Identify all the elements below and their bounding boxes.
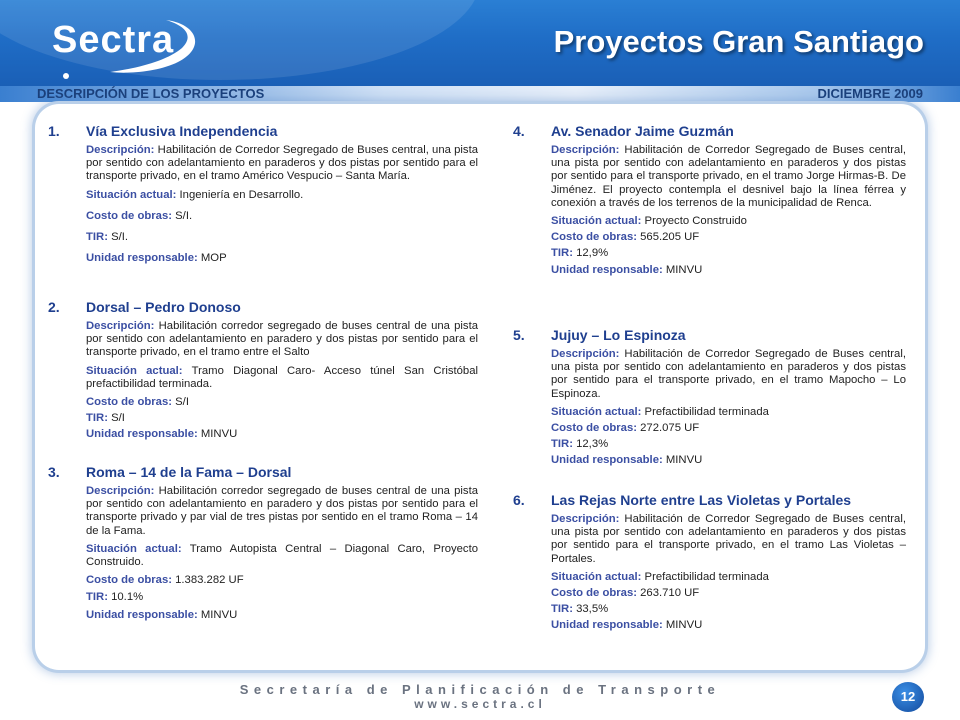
project-number: 6. [513,492,525,508]
status-label: Situación actual: [86,542,182,555]
project-unit: Unidad responsable: MINVU [86,428,238,441]
project-tir: TIR: 33,5% [551,603,609,616]
tir-label: TIR: [551,438,573,451]
project-title [48,463,478,481]
right-column [513,122,906,633]
project-cost: Costo de obras: 263.710 UF [551,587,700,600]
project-details [86,485,478,622]
page-number-badge: 12 [892,682,924,712]
project-item [48,463,478,622]
project-status: Situación actual: Tramo Diagonal Caro- Acceso túnel San Cristóbal prefactibilidad terminada. [86,364,478,390]
unit-label: Unidad responsable: [86,428,198,441]
tir-label: TIR: [551,247,573,260]
project-status: Situación actual: Prefactibilidad terminada [551,405,769,418]
project-details [551,513,906,633]
project-item [513,326,906,491]
project-name: Las Rejas Norte entre Las Violetas y Portales [551,492,852,508]
project-name: Jujuy – Lo Espinoza [551,327,686,343]
project-title [513,491,906,509]
header-bar [0,0,960,86]
cost-label: Costo de obras: [86,396,172,409]
project-tir: TIR: S/I. [86,231,129,244]
tir-label: TIR: [551,603,573,616]
project-title [48,122,478,140]
project-item [48,122,478,298]
project-item [513,491,906,633]
description-label: Descripción: [86,144,155,156]
project-name: Vía Exclusiva Independencia [86,123,278,139]
project-unit: Unidad responsable: MINVU [551,454,703,467]
project-status: Situación actual: Tramo Autopista Central – Diagonal Caro, Proyecto Construido. [86,542,478,569]
project-description: Descripción: Habilitación de Corredor Segregado de Buses central, una pista por sentido con adelantamiento en paraderos y dos pistas por sentido para el transporte privado, en el tramo Américo Vespucio – Santa María. [86,144,478,183]
project-item [48,298,478,463]
description-label: Descripción: [86,320,155,332]
project-cost: Costo de obras: S/I [86,396,189,409]
cost-label: Costo de obras: [551,422,637,435]
unit-label: Unidad responsable: [551,619,663,632]
description-label: Descripción: [86,485,155,497]
project-description: Descripción: Habilitación de Corredor Segregado de Buses central, una pista por sentido con adelantamiento en paraderos y dos pistas por sentido para el transporte privado, en el tramo Mapocho – Lo Espinoza. [551,348,906,400]
footer-organization: Secretaría de Planificación de Transporte [239,682,721,697]
project-unit: Unidad responsable: MINVU [551,263,703,276]
project-number: 4. [513,123,525,139]
project-cost: Costo de obras: 1.383.282 UF [86,574,244,587]
project-number: 5. [513,327,525,343]
unit-label: Unidad responsable: [86,252,198,265]
project-tir: TIR: 12,3% [551,438,609,451]
project-title [513,326,906,344]
project-status: Situación actual: Prefactibilidad terminada [551,570,769,583]
project-item [513,122,906,326]
tir-label: TIR: [86,591,108,604]
sectra-logo: Sectra [52,19,175,61]
project-name: Av. Senador Jaime Guzmán [551,123,734,139]
status-label: Situación actual: [551,570,642,583]
status-label: Situación actual: [86,364,183,377]
project-unit: Unidad responsable: MINVU [551,619,703,632]
project-description: Descripción: Habilitación de Corredor Segregado de Buses central, una pista por sentido con adelantamiento en paraderos y dos pistas por sentido para el transporte privado, en el tramo Jorge Hirmas-B. De Jiménez. El proyecto contempla el desnivel bajo la línea férrea y conexión a través de los terrenos de la municipalidad de Renca. [551,144,906,209]
project-name: Dorsal – Pedro Donoso [86,299,241,315]
unit-label: Unidad responsable: [86,608,198,621]
unit-label: Unidad responsable: [551,263,663,276]
tir-label: TIR: [86,231,108,244]
project-title [513,122,906,140]
project-title [48,298,478,316]
unit-label: Unidad responsable: [551,454,663,467]
project-status: Situación actual: Ingeniería en Desarrollo. [86,188,304,201]
status-label: Situación actual: [551,405,642,418]
project-unit: Unidad responsable: MOP [86,252,227,265]
project-number: 3. [48,464,60,480]
project-description: Descripción: Habilitación de Corredor Segregado de Buses central, una pista por sentido con adelantamiento en paraderos y dos pistas por sentido para el transporte privado, en el tramo Las Violetas – Portales. [551,513,906,565]
project-status: Situación actual: Proyecto Construido [551,215,747,228]
section-label: DESCRIPCIÓN DE LOS PROYECTOS [37,86,265,101]
description-label: Descripción: [551,348,620,360]
date-label: DICIEMBRE 2009 [817,86,923,101]
project-cost: Costo de obras: 565.205 UF [551,231,700,244]
project-details [86,320,478,442]
cost-label: Costo de obras: [86,209,172,222]
project-details [86,144,478,265]
left-column [48,122,478,622]
tir-label: TIR: [86,412,108,425]
cost-label: Costo de obras: [86,574,172,587]
project-cost: Costo de obras: S/I. [86,209,193,222]
project-number: 2. [48,299,60,315]
description-label: Descripción: [551,513,620,525]
status-label: Situación actual: [551,215,642,228]
status-label: Situación actual: [86,188,177,201]
project-name: Roma – 14 de la Fama – Dorsal [86,464,292,480]
project-details [551,348,906,468]
footer-url[interactable]: www.sectra.cl [414,697,546,711]
project-tir: TIR: S/I [86,412,125,425]
project-tir: TIR: 10.1% [86,591,144,604]
description-label: Descripción: [551,144,620,156]
project-cost: Costo de obras: 272.075 UF [551,422,700,435]
project-description: Descripción: Habilitación corredor segregado de buses central de una pista por sentido con adelantamiento en paradero y dos pistas por sentido para el transporte privado, en el tramo entre el Salto [86,320,478,359]
page-title: Proyectos Gran Santiago [553,24,924,59]
cost-label: Costo de obras: [551,587,637,600]
project-number: 1. [48,123,60,139]
project-unit: Unidad responsable: MINVU [86,608,238,621]
cost-label: Costo de obras: [551,231,637,244]
project-description: Descripción: Habilitación corredor segregado de buses central de una pista por sentido con adelantamiento en paradero y dos pistas por sentido para el transporte privado y par vial de tres pistas por sentido en el tramo Roma – 14 de la Fama. [86,485,478,537]
project-tir: TIR: 12,9% [551,247,609,260]
project-details [551,144,906,277]
